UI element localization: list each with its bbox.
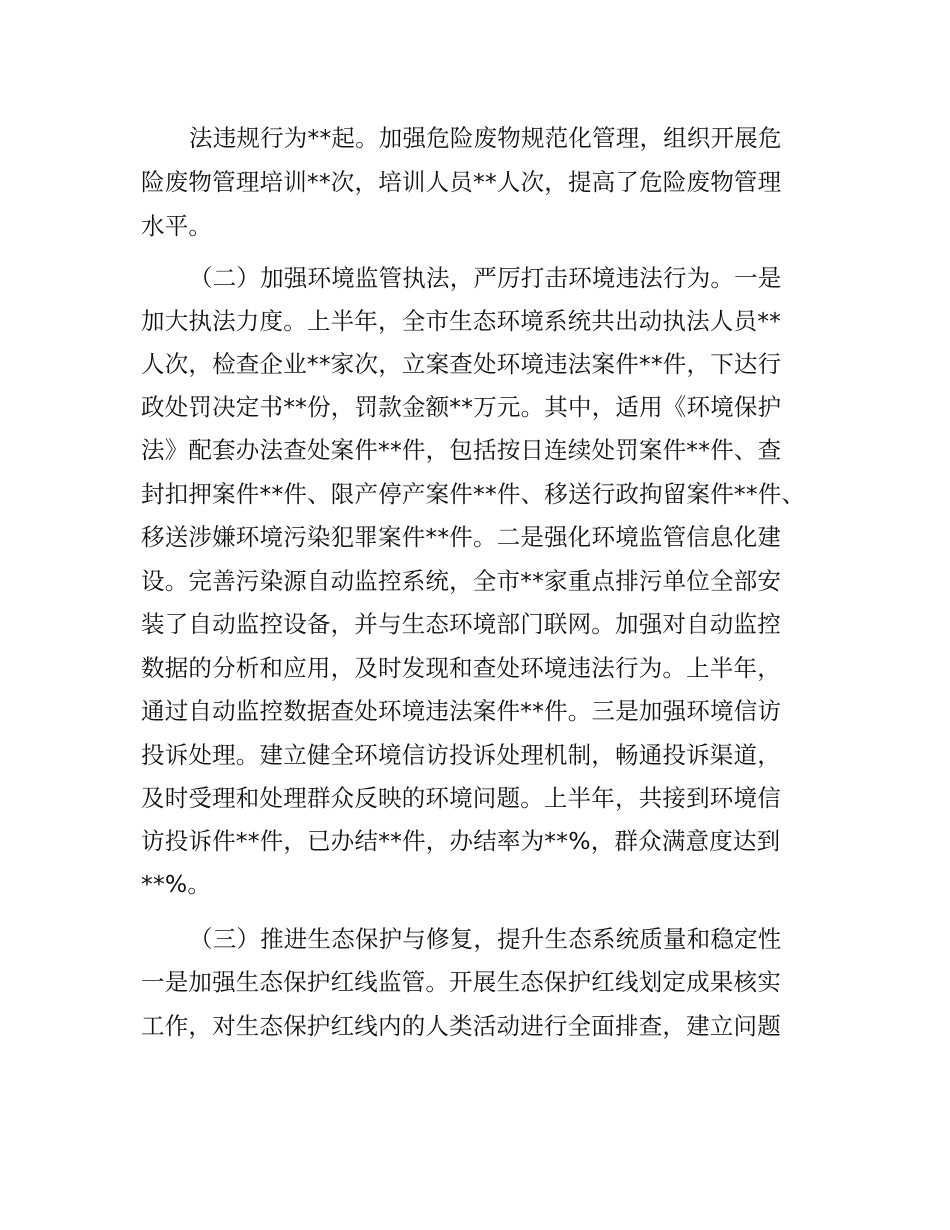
paragraph-3-line-2: 一是加强生态保护红线监管。开展生态保护红线划定成果核实: [141, 968, 781, 996]
paragraph-3-line-1: （三）推进生态保护与修复，提升生态系统质量和稳定性: [189, 925, 782, 953]
paragraph-2-line-4: 政处罚决定书**份，罚款金额**万元。其中，适用《环境保护: [141, 393, 782, 421]
paragraph-2-line-8: 设。完善污染源自动监控系统，全市**家重点排污单位全部安: [141, 567, 782, 595]
paragraph-3-line-3: 工作，对生态保护红线内的人类活动进行全面排查，建立问题: [141, 1012, 781, 1040]
paragraph-1-line-1: 法违规行为**起。加强危险废物规范化管理，组织开展危: [189, 124, 782, 152]
paragraph-2-line-6: 封扣押案件**件、限产停产案件**件、移送行政拘留案件**件、: [141, 480, 806, 508]
paragraph-2-line-12: 投诉处理。建立健全环境信访投诉处理机制，畅通投诉渠道，: [141, 741, 781, 769]
paragraph-2-line-1: （二）加强环境监管执法，严厉打击环境违法行为。一是: [189, 264, 782, 292]
paragraph-1-line-2: 险废物管理培训**次，培训人员**人次，提高了危险废物管理: [141, 168, 782, 196]
paragraph-2-line-14: 访投诉件**件，已办结**件，办结率为**%，群众满意度达到: [141, 827, 781, 855]
paragraph-2-line-7: 移送涉嫌环境污染犯罪案件**件。二是强化环境监管信息化建: [141, 523, 782, 551]
paragraph-2-line-9: 装了自动监控设备，并与生态环境部门联网。加强对自动监控: [141, 610, 781, 638]
paragraph-2-line-10: 数据的分析和应用，及时发现和查处环境违法行为。上半年，: [141, 654, 781, 682]
paragraph-2-line-5: 法》配套办法查处案件**件，包括按日连续处罚案件**件、查: [141, 436, 782, 464]
paragraph-2-line-13: 及时受理和处理群众反映的环境问题。上半年，共接到环境信: [141, 784, 781, 812]
paragraph-2-line-11: 通过自动监控数据查处环境违法案件**件。三是加强环境信访: [141, 697, 782, 725]
paragraph-2-line-3: 人次，检查企业**家次，立案查处环境违法案件**件，下达行: [141, 350, 782, 378]
paragraph-2-line-2: 加大执法力度。上半年，全市生态环境系统共出动执法人员**: [141, 307, 782, 335]
paragraph-1-line-3: 水平。: [141, 212, 213, 240]
paragraph-2-line-15: **%。: [141, 870, 212, 898]
